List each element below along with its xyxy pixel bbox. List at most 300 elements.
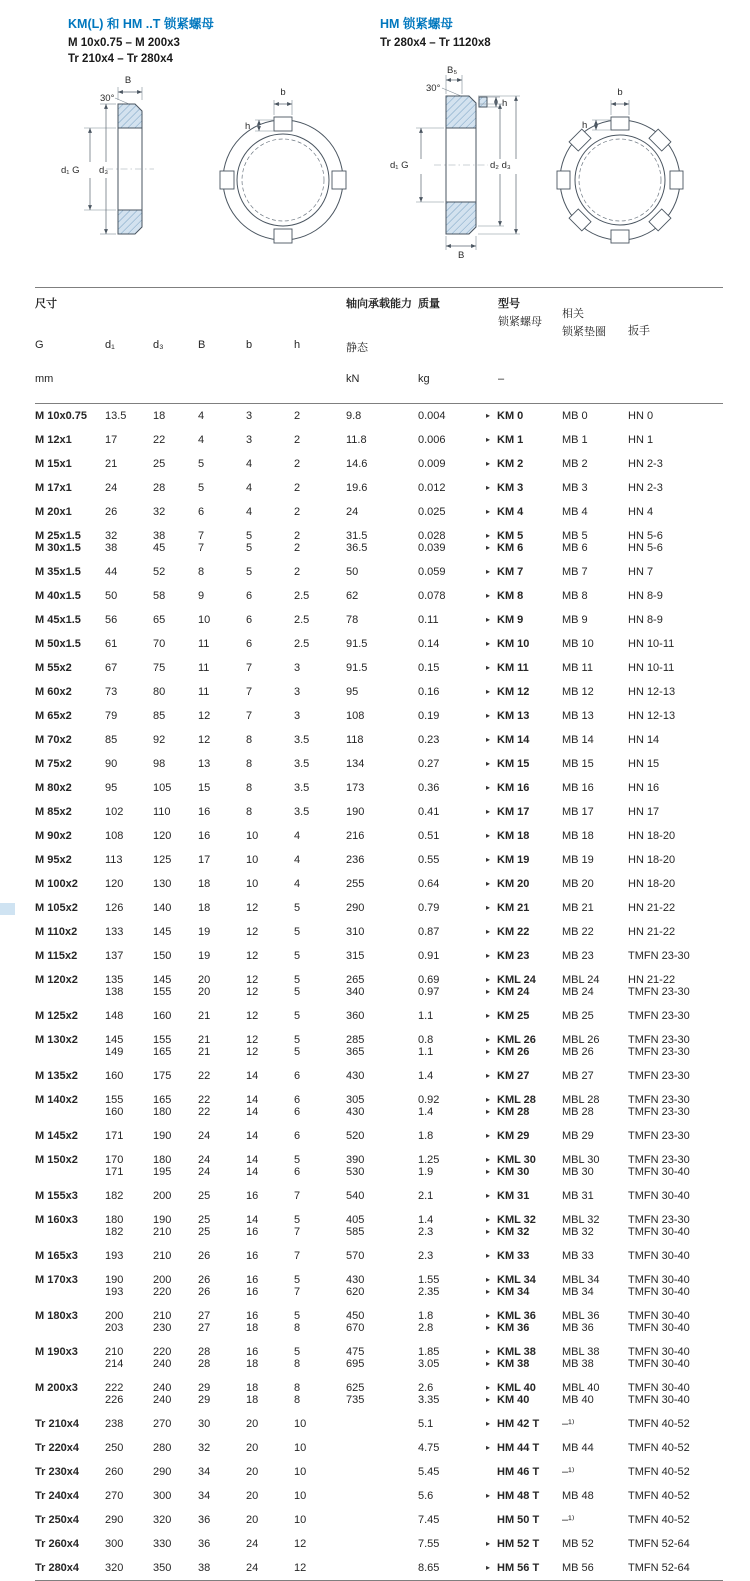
cell-h: 3 xyxy=(294,686,301,698)
cell-washer: MB 18 xyxy=(562,830,594,842)
cell-kn: 475 695 xyxy=(346,1346,365,1370)
cell-d3: 52 xyxy=(153,566,166,578)
cell-g: M 135x2 xyxy=(35,1070,78,1082)
cell-g: M 125x2 xyxy=(35,1010,78,1022)
cell-d1: 44 xyxy=(105,566,118,578)
cell-d3: 105 xyxy=(153,782,172,794)
cell-kg: 0.79 xyxy=(418,902,440,914)
cell-nut xyxy=(486,950,562,962)
designation-link[interactable]: KML 36 xyxy=(497,1310,536,1322)
cell-g: M 85x2 xyxy=(35,806,72,818)
link-arrow-icon: ▸ xyxy=(486,507,491,516)
link-arrow-icon: ▸ xyxy=(486,483,491,492)
table-row xyxy=(35,800,723,824)
designation-link[interactable]: HM 52 T xyxy=(497,1538,540,1550)
cell-b: 14 xyxy=(246,1070,259,1082)
link-arrow-icon: ▸ xyxy=(486,435,491,444)
cell-wrench: TMFN 23-30 TMFN 23-30 xyxy=(628,1094,690,1118)
cell-nut xyxy=(486,1538,562,1550)
cell-washer: MB 7 xyxy=(562,566,588,578)
designation-link[interactable]: KM 29 xyxy=(497,1130,530,1142)
cell-d3: 210 230 xyxy=(153,1310,172,1334)
link-arrow-icon: ▸ xyxy=(486,1383,491,1392)
cell-kg: 0.16 xyxy=(418,686,440,698)
designation-link[interactable]: KM 23 xyxy=(497,950,530,962)
cell-d3: 58 xyxy=(153,590,166,602)
designation-link[interactable]: KML 32 xyxy=(497,1214,536,1226)
cell-b: 8 xyxy=(246,734,253,746)
cell-h: 10 xyxy=(294,1442,307,1454)
designation-link[interactable]: KM 0 xyxy=(497,410,524,422)
cell-h: 12 xyxy=(294,1538,307,1550)
cell-g: M 180x3 xyxy=(35,1310,78,1322)
cell-h: 10 xyxy=(294,1490,307,1502)
cell-g: M 70x2 xyxy=(35,734,72,746)
table-row xyxy=(35,404,723,428)
cell-washer: MB 48 xyxy=(562,1490,594,1502)
cell-B: 24 24 xyxy=(198,1154,211,1178)
cell-B: 25 25 xyxy=(198,1214,211,1238)
cell-nut xyxy=(486,1514,562,1526)
cell-d1: 21 xyxy=(105,458,118,470)
cell-wrench: HN 8-9 xyxy=(628,614,663,626)
cell-d1: 50 xyxy=(105,590,118,602)
cell-kn: 108 xyxy=(346,710,365,722)
cell-d1: 222 226 xyxy=(105,1382,124,1406)
cell-nut xyxy=(486,614,562,626)
cell-g: M 115x2 xyxy=(35,950,78,962)
cell-wrench: TMFN 23-30 TMFN 30-40 xyxy=(628,1214,690,1238)
cell-kn xyxy=(346,1466,418,1478)
table-row xyxy=(35,1532,723,1556)
cell-wrench: HN 0 xyxy=(628,410,654,422)
cell-h: 4 xyxy=(294,854,301,866)
cell-wrench: TMFN 30-40 TMFN 30-40 xyxy=(628,1346,690,1370)
link-arrow-icon: ▸ xyxy=(486,1071,491,1080)
cell-nut xyxy=(486,830,562,842)
cell-d3: 155 165 xyxy=(153,1034,172,1058)
cell-washer: MBL 24 MB 24 xyxy=(562,974,600,998)
designation-link[interactable]: KM 13 xyxy=(497,710,530,722)
cell-kn: 236 xyxy=(346,854,365,866)
cell-nut xyxy=(486,710,562,722)
cell-g: M 200x3 xyxy=(35,1382,78,1394)
cell-d1: 210 214 xyxy=(105,1346,124,1370)
cell-d3: 98 xyxy=(153,758,166,770)
table-row xyxy=(35,632,723,656)
subheader-d3: d₃ xyxy=(153,339,164,351)
designation-link[interactable]: KM 32 xyxy=(497,1226,530,1238)
designation-link[interactable]: KM 33 xyxy=(497,1250,530,1262)
link-arrow-icon: ▸ xyxy=(486,1155,491,1164)
cell-d1: 133 xyxy=(105,926,124,938)
km-front-drawing xyxy=(195,80,365,255)
cell-wrench: TMFN 40-52 xyxy=(628,1466,690,1478)
cell-nut xyxy=(486,878,562,890)
cell-kn: 315 xyxy=(346,950,365,962)
cell-h: 5 7 xyxy=(294,1214,301,1238)
designation-link[interactable]: KM 16 xyxy=(497,782,530,794)
cell-washer: MBL 32 MB 32 xyxy=(562,1214,600,1238)
cell-d1: 32 38 xyxy=(105,530,118,554)
cell-d3: 110 xyxy=(153,806,171,818)
cell-d3: 330 xyxy=(153,1538,172,1550)
cell-d3: 270 xyxy=(153,1418,172,1430)
cell-nut xyxy=(486,1190,562,1202)
section-title-km: KM(L) 和 HM ..T 锁紧螺母 xyxy=(68,17,214,31)
designation-link[interactable]: KML 34 xyxy=(497,1274,536,1286)
designation-link[interactable]: KM 6 xyxy=(497,542,524,554)
cell-kg: 0.028 0.039 xyxy=(418,530,446,554)
cell-nut xyxy=(486,530,562,554)
cell-washer: –¹⁾ xyxy=(562,1466,575,1478)
cell-h: 5 8 xyxy=(294,1310,301,1334)
designation-link[interactable]: KM 11 xyxy=(497,662,529,674)
cell-washer: MB 56 xyxy=(562,1562,594,1574)
link-arrow-icon: ▸ xyxy=(486,879,491,888)
table-row xyxy=(35,1340,723,1376)
link-arrow-icon: ▸ xyxy=(486,1323,491,1332)
cell-washer: MB 21 xyxy=(562,902,594,914)
subheader-b: b xyxy=(246,339,253,351)
cell-b: 10 xyxy=(246,854,259,866)
designation-link[interactable]: KM 28 xyxy=(497,1106,530,1118)
cell-wrench: TMFN 23-30 xyxy=(628,1070,690,1082)
cell-kg: 0.006 xyxy=(418,434,446,446)
link-arrow-icon: ▸ xyxy=(486,411,491,420)
cell-d1: 95 xyxy=(105,782,118,794)
cell-h: 2 xyxy=(294,482,301,494)
cell-d1: 102 xyxy=(105,806,124,818)
cell-B: 11 xyxy=(198,638,210,650)
designation-link[interactable]: KM 2 xyxy=(497,458,524,470)
cell-h: 2 2 xyxy=(294,530,301,554)
cell-h: 10 xyxy=(294,1466,307,1478)
designation-link[interactable]: KM 17 xyxy=(497,806,530,818)
cell-b: 16 16 xyxy=(246,1274,259,1298)
link-arrow-icon: ▸ xyxy=(486,975,491,984)
cell-wrench: HN 2-3 xyxy=(628,458,663,470)
cell-kn: 540 xyxy=(346,1190,365,1202)
designation-link[interactable]: KM 1 xyxy=(497,434,524,446)
cell-nut xyxy=(486,1274,562,1298)
spec-table xyxy=(35,287,723,1581)
designation-link[interactable]: KM 19 xyxy=(497,854,530,866)
designation-link[interactable]: KM 9 xyxy=(497,614,524,626)
table-row xyxy=(35,656,723,680)
designation-link[interactable]: KM 10 xyxy=(497,638,530,650)
cell-washer: MBL 36 MB 36 xyxy=(562,1310,600,1334)
cell-washer: MB 1 xyxy=(562,434,588,446)
table-row xyxy=(35,704,723,728)
designation-link[interactable]: KM 4 xyxy=(497,506,524,518)
cell-h: 5 xyxy=(294,1010,301,1022)
cell-wrench: TMFN 40-52 xyxy=(628,1514,690,1526)
table-row xyxy=(35,944,723,968)
cell-d1: 135 138 xyxy=(105,974,124,998)
cell-kg: 1.25 1.9 xyxy=(418,1154,440,1178)
cell-B: 8 xyxy=(198,566,205,578)
cell-d3: 190 210 xyxy=(153,1214,172,1238)
cell-h: 5 xyxy=(294,926,301,938)
cell-d3: 280 xyxy=(153,1442,172,1454)
cell-b: 6 xyxy=(246,614,253,626)
designation-link[interactable]: KM 22 xyxy=(497,926,530,938)
cell-h: 6 xyxy=(294,1130,301,1142)
cell-g: Tr 250x4 xyxy=(35,1514,80,1526)
table-row xyxy=(35,428,723,452)
cell-kn xyxy=(346,1418,418,1430)
cell-wrench: TMFN 23-30 TMFN 30-40 xyxy=(628,1154,690,1178)
designation-link[interactable]: KM 5 xyxy=(497,530,524,542)
cell-b: 8 xyxy=(246,806,253,818)
cell-b: 7 xyxy=(246,710,253,722)
cell-b: 5 xyxy=(246,566,253,578)
designation-link[interactable]: KM 8 xyxy=(497,590,524,602)
cell-kg: 0.27 xyxy=(418,758,440,770)
cell-d3: 85 xyxy=(153,710,166,722)
cell-kn: 19.6 xyxy=(346,482,368,494)
designation-link[interactable]: KM 36 xyxy=(497,1322,530,1334)
cell-nut xyxy=(486,758,562,770)
designation-link[interactable]: KM 15 xyxy=(497,758,530,770)
table-row xyxy=(35,608,723,632)
cell-nut xyxy=(486,1490,562,1502)
designation-link[interactable]: KML 38 xyxy=(497,1346,536,1358)
dim-label-h: h xyxy=(582,120,588,131)
cell-nut xyxy=(486,1346,562,1370)
cell-h: 10 xyxy=(294,1514,307,1526)
designation-link[interactable]: KML 26 xyxy=(497,1034,536,1046)
designation-link[interactable]: KM 21 xyxy=(497,902,530,914)
designation-link[interactable]: KM 14 xyxy=(497,734,530,746)
table-row xyxy=(35,1556,723,1580)
cell-kn: 625 735 xyxy=(346,1382,365,1406)
link-arrow-icon: ▸ xyxy=(486,1035,491,1044)
table-row xyxy=(35,1436,723,1460)
cell-d1: 300 xyxy=(105,1538,124,1550)
cell-d1: 250 xyxy=(105,1442,124,1454)
designation-link[interactable]: HM 50 T xyxy=(497,1514,540,1526)
cell-kg: 0.92 1.4 xyxy=(418,1094,440,1118)
cell-nut xyxy=(486,662,562,674)
cell-washer: –¹⁾ xyxy=(562,1514,575,1526)
designation-link[interactable]: KM 27 xyxy=(497,1070,530,1082)
designation-link[interactable]: KM 3 xyxy=(497,482,524,494)
cell-g: M 17x1 xyxy=(35,482,72,494)
cell-nut xyxy=(486,686,562,698)
cell-d3: 140 xyxy=(153,902,172,914)
link-arrow-icon: ▸ xyxy=(486,1443,491,1452)
table-row xyxy=(35,1208,723,1244)
link-arrow-icon: ▸ xyxy=(486,567,491,576)
cell-b: 12 xyxy=(246,1010,259,1022)
cell-b: 20 xyxy=(246,1514,259,1526)
designation-link[interactable]: KM 26 xyxy=(497,1046,530,1058)
cell-washer: MB 22 xyxy=(562,926,594,938)
header-designation-line1: 型号 xyxy=(498,298,520,310)
cell-d1: 13.5 xyxy=(105,410,127,422)
cell-h: 3 xyxy=(294,662,301,674)
cell-wrench: HN 21-22 TMFN 23-30 xyxy=(628,974,690,998)
cell-nut xyxy=(486,482,562,494)
cell-nut xyxy=(486,1214,562,1238)
cell-h: 10 xyxy=(294,1418,307,1430)
designation-link[interactable]: KM 25 xyxy=(497,1010,530,1022)
unit-mm: mm xyxy=(35,373,54,385)
cell-kg: 0.64 xyxy=(418,878,440,890)
cell-B: 16 xyxy=(198,806,211,818)
cell-kn: 14.6 xyxy=(346,458,368,470)
cell-h: 2.5 xyxy=(294,614,310,626)
designation-link[interactable]: KM 7 xyxy=(497,566,524,578)
link-arrow-icon: ▸ xyxy=(486,1563,491,1572)
dim-label-d2d3: d₂ d₃ xyxy=(490,160,511,171)
cell-h: 3.5 xyxy=(294,734,310,746)
cell-wrench: HN 17 xyxy=(628,806,660,818)
link-arrow-icon: ▸ xyxy=(486,639,491,648)
cell-kg: 0.51 xyxy=(418,830,440,842)
cell-kn: 216 xyxy=(346,830,365,842)
link-arrow-icon: ▸ xyxy=(486,1191,491,1200)
cell-B: 5 xyxy=(198,482,205,494)
designation-link[interactable]: KML 28 xyxy=(497,1094,536,1106)
cell-g: M 35x1.5 xyxy=(35,566,81,578)
cell-nut xyxy=(486,1310,562,1334)
cell-wrench: TMFN 30-40 xyxy=(628,1250,690,1262)
cell-d1: 113 xyxy=(105,854,123,866)
designation-link[interactable]: KM 38 xyxy=(497,1358,530,1370)
cell-kn: 190 xyxy=(346,806,365,818)
cell-washer: MBL 34 MB 34 xyxy=(562,1274,600,1298)
cell-kg: 8.65 xyxy=(418,1562,440,1574)
cell-washer: MBL 26 MB 26 xyxy=(562,1034,600,1058)
cell-d3: 18 xyxy=(153,410,166,422)
designation-link[interactable]: HM 44 T xyxy=(497,1442,540,1454)
designation-link[interactable]: KM 30 xyxy=(497,1166,530,1178)
cell-nut xyxy=(486,1562,562,1574)
cell-d3: 130 xyxy=(153,878,172,890)
cell-wrench: TMFN 52-64 xyxy=(628,1538,690,1550)
cell-h: 2 xyxy=(294,434,301,446)
link-arrow-icon: ▸ xyxy=(486,951,491,960)
cell-b: 5 5 xyxy=(246,530,253,554)
cell-kn xyxy=(346,1442,418,1454)
size-range-hm: Tr 280x4 – Tr 1120x8 xyxy=(380,37,491,49)
cell-wrench: HN 10-11 xyxy=(628,638,675,650)
cell-h: 2 xyxy=(294,410,301,422)
cell-b: 12 12 xyxy=(246,974,259,998)
link-arrow-icon: ▸ xyxy=(486,759,491,768)
cell-nut xyxy=(486,1154,562,1178)
cell-b: 12 12 xyxy=(246,1034,259,1058)
link-arrow-icon: ▸ xyxy=(486,459,491,468)
cell-g: M 20x1 xyxy=(35,506,72,518)
cell-d3: 120 xyxy=(153,830,172,842)
cell-B: 21 21 xyxy=(198,1034,211,1058)
cell-wrench: HN 8-9 xyxy=(628,590,663,602)
cell-B: 21 xyxy=(198,1010,211,1022)
cell-kn: 390 530 xyxy=(346,1154,365,1178)
designation-link[interactable]: KM 18 xyxy=(497,830,530,842)
designation-link[interactable]: HM 42 T xyxy=(497,1418,540,1430)
designation-link[interactable]: KML 24 xyxy=(497,974,536,986)
cell-nut xyxy=(486,806,562,818)
designation-link[interactable]: KM 12 xyxy=(497,686,530,698)
cell-nut xyxy=(486,734,562,746)
spec-table-header xyxy=(35,287,723,404)
cell-kg: 2.6 3.35 xyxy=(418,1382,440,1406)
cell-B: 32 xyxy=(198,1442,211,1454)
cell-h: 3.5 xyxy=(294,806,310,818)
cell-h: 2 xyxy=(294,458,301,470)
link-arrow-icon: ▸ xyxy=(486,987,491,996)
cell-wrench: TMFN 23-30 xyxy=(628,1130,690,1142)
designation-link[interactable]: KML 40 xyxy=(497,1382,536,1394)
cell-d3: 160 xyxy=(153,1010,172,1022)
cell-h: 3 xyxy=(294,710,301,722)
table-row xyxy=(35,476,723,500)
cell-nut xyxy=(486,1094,562,1118)
header-right xyxy=(380,14,491,51)
designation-link[interactable]: KM 34 xyxy=(497,1286,530,1298)
cell-wrench: TMFN 30-40 TMFN 30-40 xyxy=(628,1382,690,1406)
cell-nut xyxy=(486,854,562,866)
cell-washer: MB 44 xyxy=(562,1442,594,1454)
designation-link[interactable]: KML 30 xyxy=(497,1154,536,1166)
link-arrow-icon: ▸ xyxy=(486,1539,491,1548)
cell-wrench: HN 4 xyxy=(628,506,654,518)
table-row xyxy=(35,1148,723,1184)
cell-g: M 130x2 xyxy=(35,1034,78,1046)
cell-d3: 210 xyxy=(153,1250,172,1262)
designation-link[interactable]: HM 56 T xyxy=(497,1562,540,1574)
cell-kn: 520 xyxy=(346,1130,365,1142)
cell-wrench: HN 12-13 xyxy=(628,686,676,698)
designation-link[interactable]: HM 48 T xyxy=(497,1490,540,1502)
cell-washer: MB 8 xyxy=(562,590,588,602)
cell-wrench: HN 15 xyxy=(628,758,660,770)
designation-link[interactable]: KM 31 xyxy=(497,1190,530,1202)
cell-washer: MB 10 xyxy=(562,638,594,650)
designation-link[interactable]: KM 20 xyxy=(497,878,530,890)
link-arrow-icon: ▸ xyxy=(486,1251,491,1260)
cell-kn: 265 340 xyxy=(346,974,365,998)
link-arrow-icon: ▸ xyxy=(486,591,491,600)
header-washer-line2: 锁紧垫圈 xyxy=(562,326,606,338)
cell-kg: 1.4 2.3 xyxy=(418,1214,434,1238)
table-row xyxy=(35,1460,723,1484)
designation-link[interactable]: HM 46 T xyxy=(497,1466,540,1478)
designation-link[interactable]: KM 24 xyxy=(497,986,530,998)
cell-kg: 0.69 0.97 xyxy=(418,974,440,998)
designation-link[interactable]: KM 40 xyxy=(497,1394,530,1406)
cell-d1: 270 xyxy=(105,1490,124,1502)
dim-label-angle: 30° xyxy=(426,83,441,94)
cell-washer: MBL 30 MB 30 xyxy=(562,1154,600,1178)
header-washer xyxy=(562,295,628,339)
cell-kg: 0.012 xyxy=(418,482,446,494)
link-arrow-icon: ▸ xyxy=(486,687,491,696)
link-arrow-icon: ▸ xyxy=(486,1167,491,1176)
cell-nut xyxy=(486,434,562,446)
cell-b: 6 xyxy=(246,590,253,602)
cell-nut xyxy=(486,410,562,422)
cell-d3: 320 xyxy=(153,1514,172,1526)
cell-g: M 45x1.5 xyxy=(35,614,81,626)
link-arrow-icon: ▸ xyxy=(486,855,491,864)
dim-label-B: B xyxy=(458,250,465,261)
